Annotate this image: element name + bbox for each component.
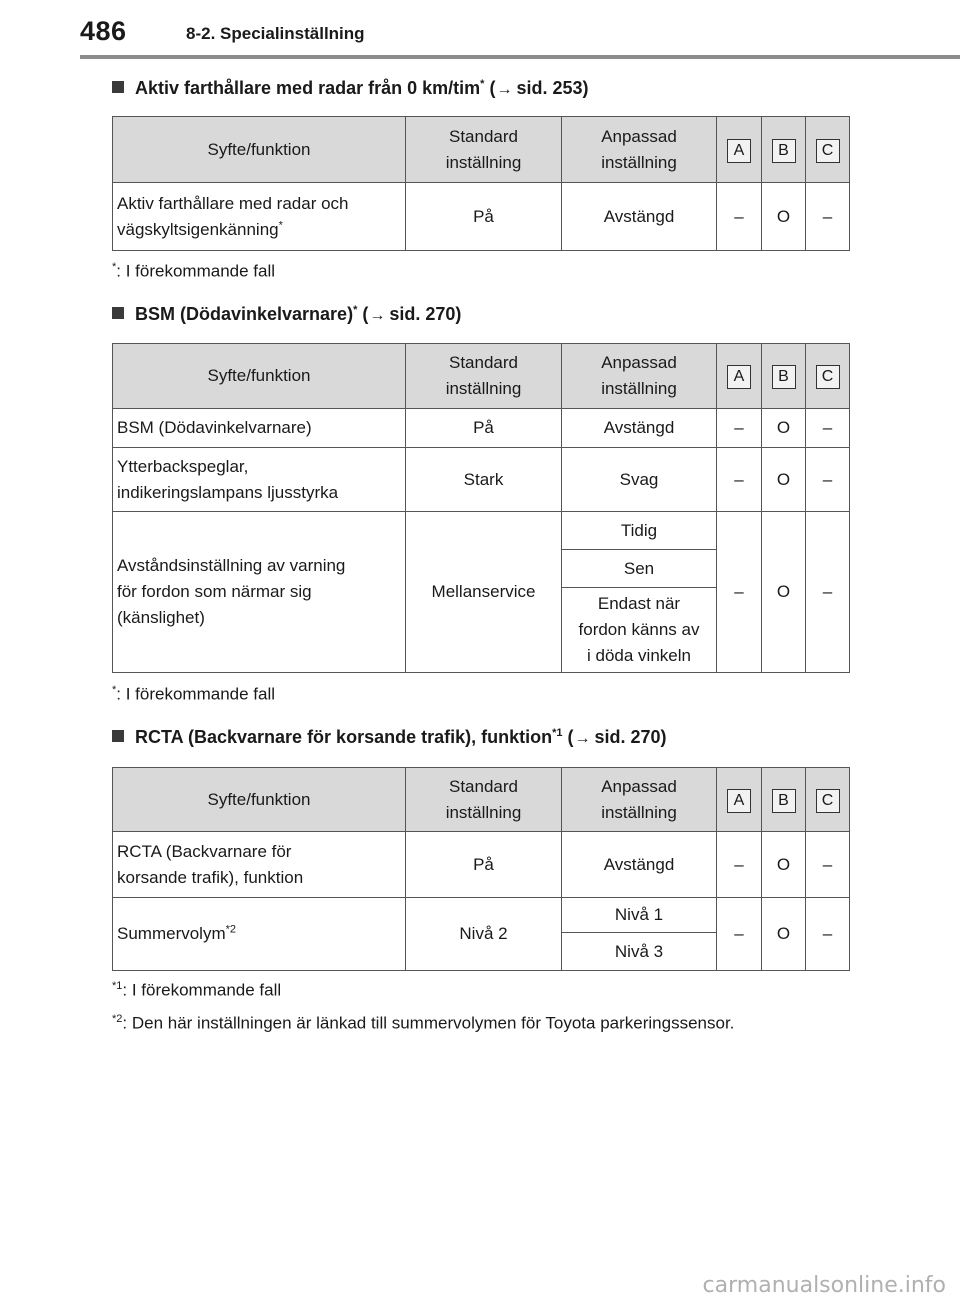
col-header-custom: Anpassad inställning xyxy=(562,117,717,183)
cell-default: På xyxy=(406,183,562,251)
col-header-default: Standard inställning xyxy=(406,344,562,409)
col-header-default: Standard inställning xyxy=(406,768,562,832)
cell-a: – xyxy=(717,512,762,673)
footnote: *: I förekommande fall xyxy=(112,684,276,704)
col-header-c: C xyxy=(806,768,850,832)
watermark-text: carmanualsonline.info xyxy=(702,1273,946,1298)
settings-table-acc xyxy=(112,116,850,251)
heading-text: Aktiv farthållare med radar från 0 km/tim xyxy=(135,78,481,98)
col-header-function: Syfte/funktion xyxy=(113,344,406,409)
bullet-square-icon xyxy=(112,307,124,319)
footnote-marker: *1 xyxy=(552,727,563,739)
cell-a: – xyxy=(717,832,762,898)
page-reference-link[interactable]: sid. 253) xyxy=(516,78,589,98)
page-header xyxy=(0,0,960,62)
cell-default: Nivå 2 xyxy=(406,898,562,971)
col-header-a: A xyxy=(717,768,762,832)
cell-default: Mellanservice xyxy=(406,512,562,673)
cell-function: RCTA (Backvarnare för korsande trafik), funktion xyxy=(113,832,406,898)
section-heading-bsm xyxy=(112,304,461,325)
footnote: $^{*2}$: Den här inställningen är länkad till summervolymen för Toyota parkeringssensor. xyxy=(112,1013,735,1033)
table-row xyxy=(113,898,850,933)
footnote-marker: * xyxy=(353,304,358,316)
paren: ( xyxy=(489,78,496,98)
table-row xyxy=(113,409,850,448)
cell-function: Ytterbackspeglar, indikeringslampans ljusstyrka xyxy=(113,448,406,512)
cell-a: – xyxy=(717,898,762,971)
cell-function: BSM (Dödavinkelvarnare) xyxy=(113,409,406,448)
settings-table-bsm xyxy=(112,343,850,673)
table-row xyxy=(113,512,850,550)
cell-c: – xyxy=(806,448,850,512)
settings-table-rcta xyxy=(112,767,850,971)
cell-b: O xyxy=(762,183,806,251)
col-header-function: Syfte/funktion xyxy=(113,768,406,832)
cell-custom-option: Nivå 1 xyxy=(562,898,717,933)
cell-b: O xyxy=(762,409,806,448)
col-header-c: C xyxy=(806,117,850,183)
heading-text: BSM (Dödavinkelvarnare) xyxy=(135,304,354,324)
table-header-row xyxy=(113,344,850,409)
cell-custom: Avstängd xyxy=(562,832,717,898)
page-reference-link[interactable]: sid. 270) xyxy=(389,304,462,324)
cell-a: – xyxy=(717,409,762,448)
table-row xyxy=(113,448,850,512)
cell-custom-option: Tidig xyxy=(562,512,717,550)
arrow-right-icon: → xyxy=(496,81,513,98)
col-header-custom: Anpassad inställning xyxy=(562,768,717,832)
table-row xyxy=(113,832,850,898)
cell-b: O xyxy=(762,832,806,898)
cell-function: Aktiv farthållare med radar och vägskyltsigenkänning* xyxy=(113,183,406,251)
cell-b: O xyxy=(762,898,806,971)
bullet-square-icon xyxy=(112,730,124,742)
cell-custom-option: Endast när fordon känns av i döda vinkeln xyxy=(562,588,717,673)
col-header-a: A xyxy=(717,117,762,183)
table-header-row xyxy=(113,117,850,183)
cell-c: – xyxy=(806,409,850,448)
bullet-square-icon xyxy=(112,81,124,93)
page-number: 486 xyxy=(80,16,127,46)
cell-default: På xyxy=(406,409,562,448)
page-reference-link[interactable]: sid. 270) xyxy=(594,727,667,747)
heading-text: RCTA (Backvarnare för korsande trafik), funktion xyxy=(135,727,553,747)
header-divider xyxy=(80,55,960,59)
paren: ( xyxy=(567,727,574,747)
table-header-row xyxy=(113,768,850,832)
cell-function: Summervolym$^{*2}$ xyxy=(113,898,406,971)
table-row xyxy=(113,183,850,251)
cell-custom: Avstängd xyxy=(562,409,717,448)
cell-custom: Svag xyxy=(562,448,717,512)
section-heading-rcta xyxy=(112,727,667,748)
col-header-a: A xyxy=(717,344,762,409)
cell-custom: Avstängd xyxy=(562,183,717,251)
col-header-b: B xyxy=(762,117,806,183)
cell-custom-option: Nivå 3 xyxy=(562,933,717,971)
footnote: *: I förekommande fall xyxy=(112,261,276,281)
col-header-function: Syfte/funktion xyxy=(113,117,406,183)
col-header-b: B xyxy=(762,768,806,832)
cell-custom-option: Sen xyxy=(562,550,717,588)
cell-default: Stark xyxy=(406,448,562,512)
col-header-b: B xyxy=(762,344,806,409)
cell-c: – xyxy=(806,183,850,251)
section-heading-acc xyxy=(112,78,588,99)
cell-a: – xyxy=(717,183,762,251)
col-header-custom: Anpassad inställning xyxy=(562,344,717,409)
cell-c: – xyxy=(806,512,850,673)
footnote: $^{*1}$: I förekommande fall xyxy=(112,980,282,1000)
footnote-marker: * xyxy=(480,78,485,90)
cell-default: På xyxy=(406,832,562,898)
arrow-right-icon: → xyxy=(369,307,386,324)
cell-function: Avståndsinställning av varning för fordon som närmar sig (känslighet) xyxy=(113,512,406,673)
arrow-right-icon: → xyxy=(574,730,591,747)
cell-b: O xyxy=(762,448,806,512)
paren: ( xyxy=(362,304,369,324)
cell-c: – xyxy=(806,832,850,898)
cell-c: – xyxy=(806,898,850,971)
section-title: 8-2. Specialinställning xyxy=(186,24,365,43)
col-header-default: Standard inställning xyxy=(406,117,562,183)
cell-b: O xyxy=(762,512,806,673)
col-header-c: C xyxy=(806,344,850,409)
cell-a: – xyxy=(717,448,762,512)
